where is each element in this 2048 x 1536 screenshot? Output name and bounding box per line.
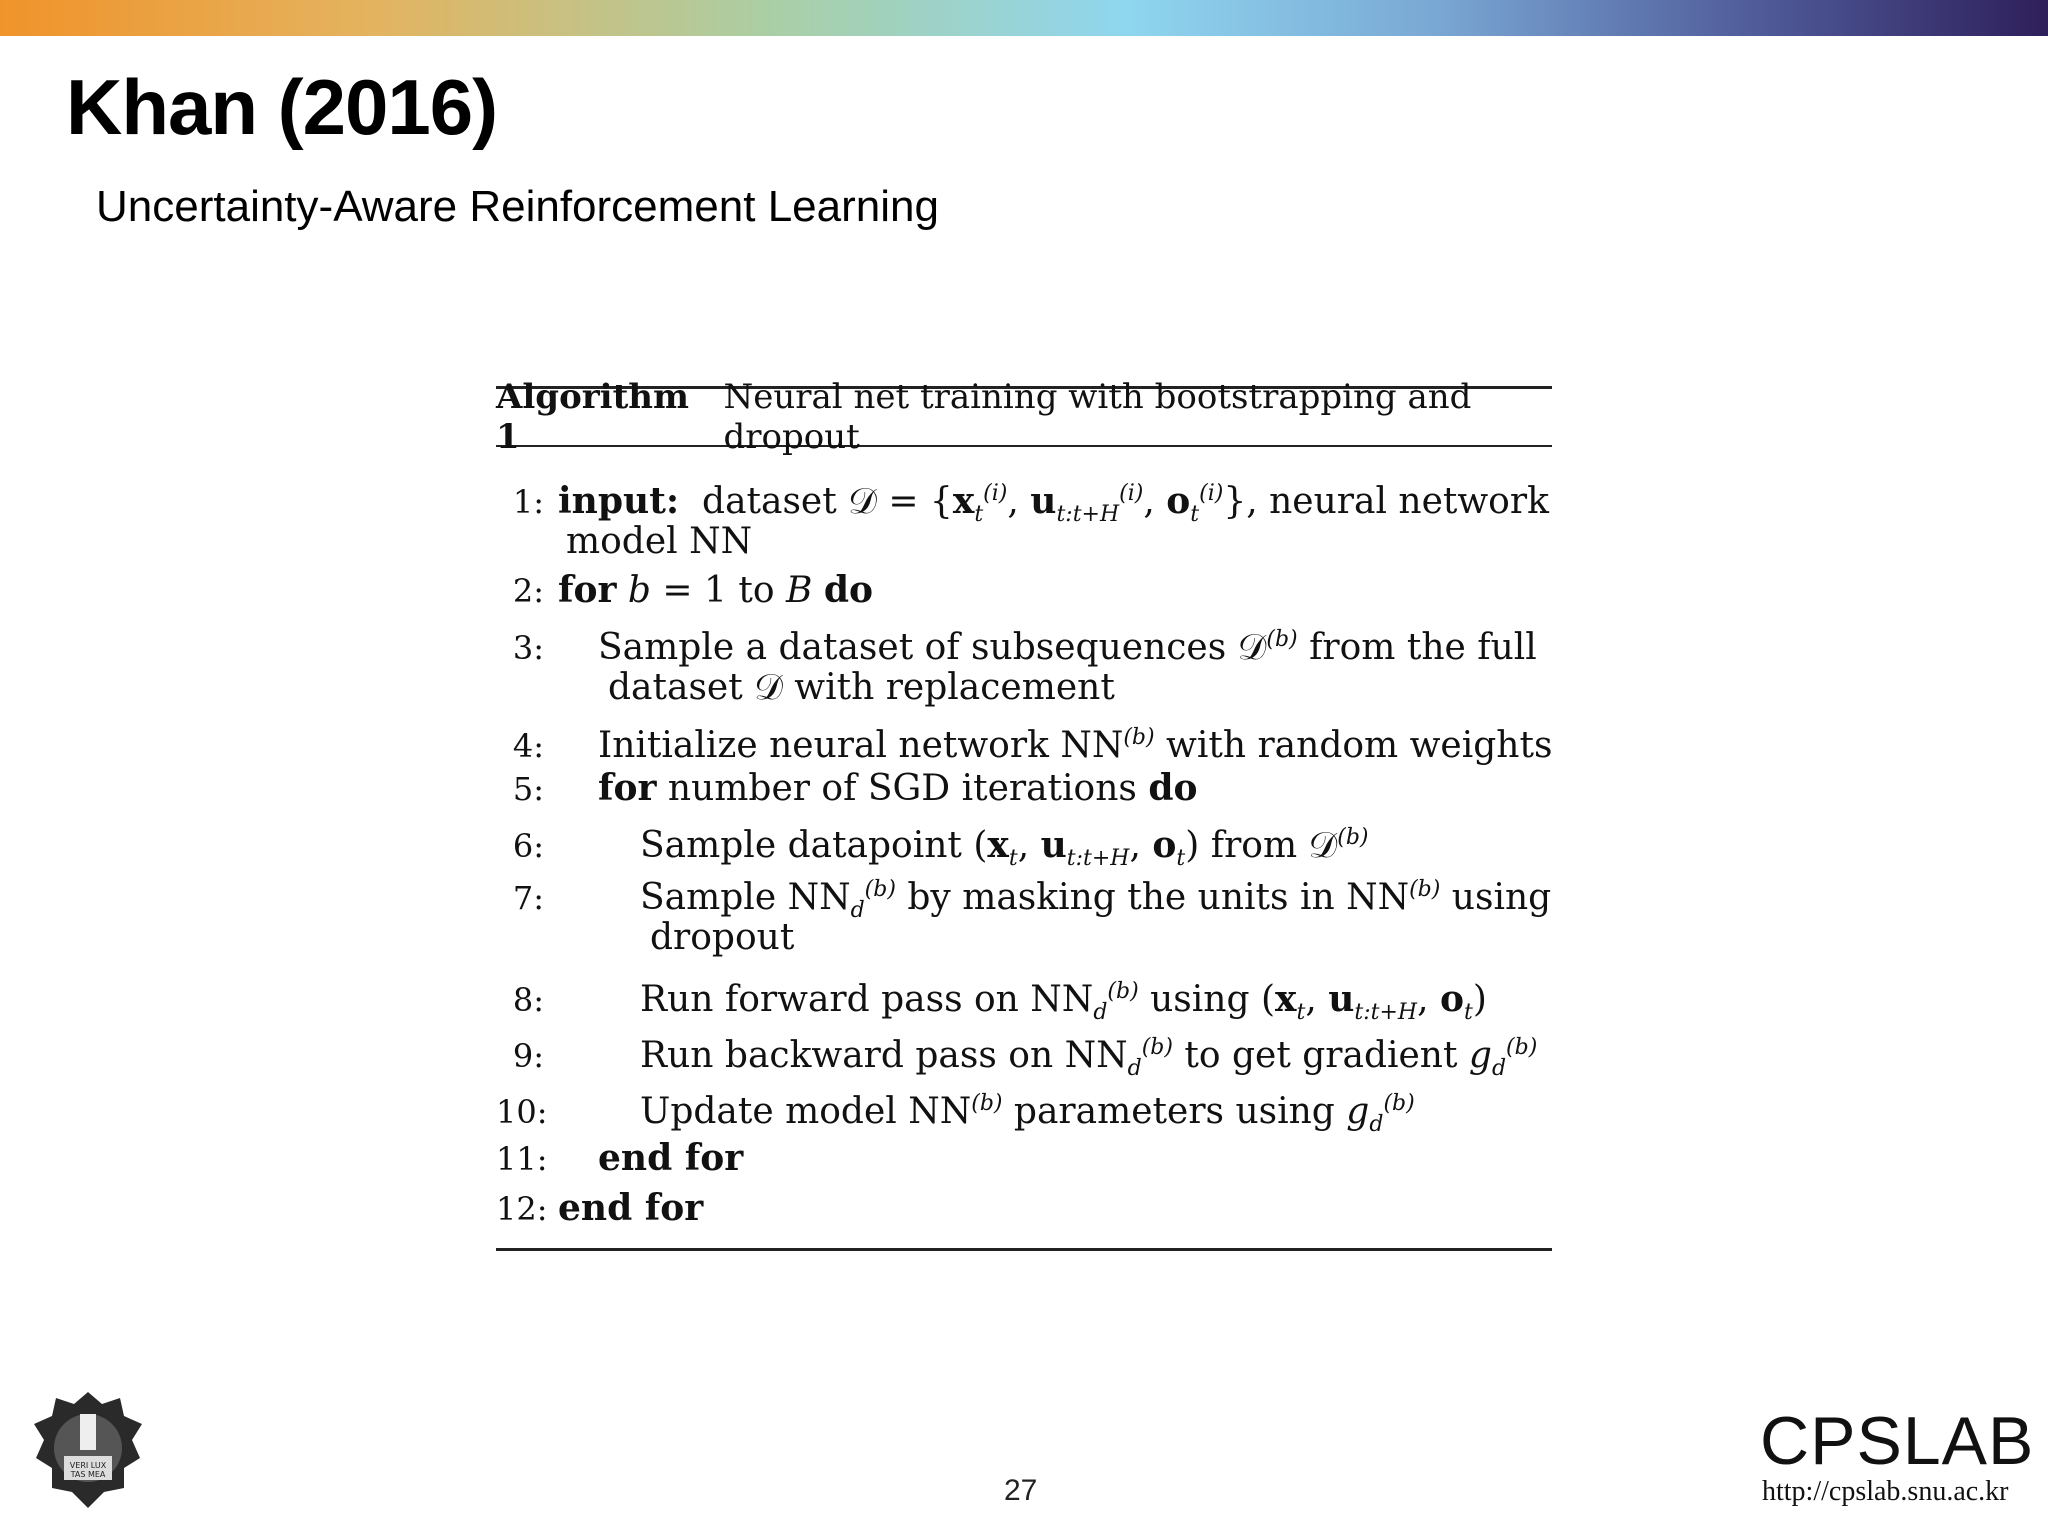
line-text: Initialize neural network NN — [598, 725, 1124, 766]
algo-line-4 — [496, 716, 1552, 768]
keyword: end for — [598, 1137, 744, 1179]
slide-subtitle: Uncertainty-Aware Reinforcement Learning — [96, 182, 939, 231]
algorithm-box — [496, 377, 1553, 1229]
algo-line-11 — [496, 1136, 743, 1181]
brand-logo: CPSLAB — [1760, 1403, 2035, 1479]
algorithm-caption: Neural net training with bootstrapping and dropout — [723, 377, 1472, 457]
algo-line-5 — [496, 766, 1198, 811]
line-number: 4: — [512, 727, 544, 765]
line-text: Run backward pass on $NN_d^{(b)}$ to get gradient $g_d^{(b)}$ — [640, 1035, 1538, 1082]
keyword-2: do — [1148, 767, 1198, 809]
line-text: for b = 1 to B do — [558, 569, 874, 611]
line-text: dataset 𝒟 = {$x_t^{(i)}$, $u_{t:t+H}^{(i)}$, $o_t^{(i)}$}, neural network — [690, 480, 1549, 528]
page-number: 27 — [1004, 1474, 1038, 1507]
line-number: 7: — [512, 879, 544, 917]
svg-text:TAS MEA: TAS MEA — [70, 1470, 106, 1479]
line-text: number of SGD iterations — [667, 768, 1137, 809]
algorithm-header — [496, 377, 1552, 457]
algorithm-label: Algorithm 1 — [496, 377, 689, 457]
line-number: 5: — [512, 770, 544, 808]
superscript: (b) — [1123, 725, 1155, 750]
line-text: Sample a dataset of subsequences 𝒟 — [598, 627, 1267, 668]
line-number: 8: — [512, 981, 544, 1019]
line-number: 1: — [512, 483, 544, 521]
algo-line-12 — [496, 1186, 703, 1231]
line-number: 9: — [512, 1037, 544, 1075]
line-number: 10: — [496, 1093, 548, 1131]
university-seal-icon — [24, 1384, 152, 1516]
slide-title: Khan (2016) — [66, 63, 498, 151]
algo-line-2 — [496, 568, 873, 613]
line-text: Sample $NN_d^{(b)}$ by masking the units in NN$^{(b)}$ using — [640, 877, 1552, 924]
line-number: 6: — [512, 827, 544, 865]
line-text: Sample datapoint ($x_t$, $u_{t:t+H}$, $o_t$) from 𝒟$^{(b)}$ — [640, 824, 1369, 872]
algo-line-1-cont: model NN — [566, 521, 753, 562]
lab-url: http://cpslab.snu.ac.kr — [1762, 1476, 2009, 1507]
line-text: Update model NN$^{(b)}$ parameters using $g_d^{(b)}$ — [640, 1091, 1415, 1138]
keyword: end for — [558, 1187, 704, 1229]
line-number: 2: — [512, 572, 544, 610]
superscript: (b) — [1266, 627, 1298, 652]
line-number: 11: — [496, 1140, 548, 1178]
header-gradient-bar — [0, 0, 2048, 36]
algo-line-7-cont: dropout — [650, 917, 795, 958]
line-text-2: from the full — [1309, 627, 1537, 668]
keyword: input: — [558, 480, 680, 522]
line-text: Run forward pass on $NN_d^{(b)}$ using ($x_t$, $u_{t:t+H}$, $o_t$) — [640, 978, 1487, 1026]
algo-line-3 — [496, 618, 1537, 670]
algo-line-3-cont: dataset 𝒟 with replacement — [608, 667, 1115, 708]
line-number: 12: — [496, 1190, 548, 1228]
line-number: 3: — [512, 629, 544, 667]
keyword: for — [598, 767, 657, 809]
svg-text:VERI LUX: VERI LUX — [69, 1461, 107, 1470]
line-text-2: with random weights — [1166, 725, 1553, 766]
algorithm-bottom-rule — [496, 1248, 1552, 1251]
